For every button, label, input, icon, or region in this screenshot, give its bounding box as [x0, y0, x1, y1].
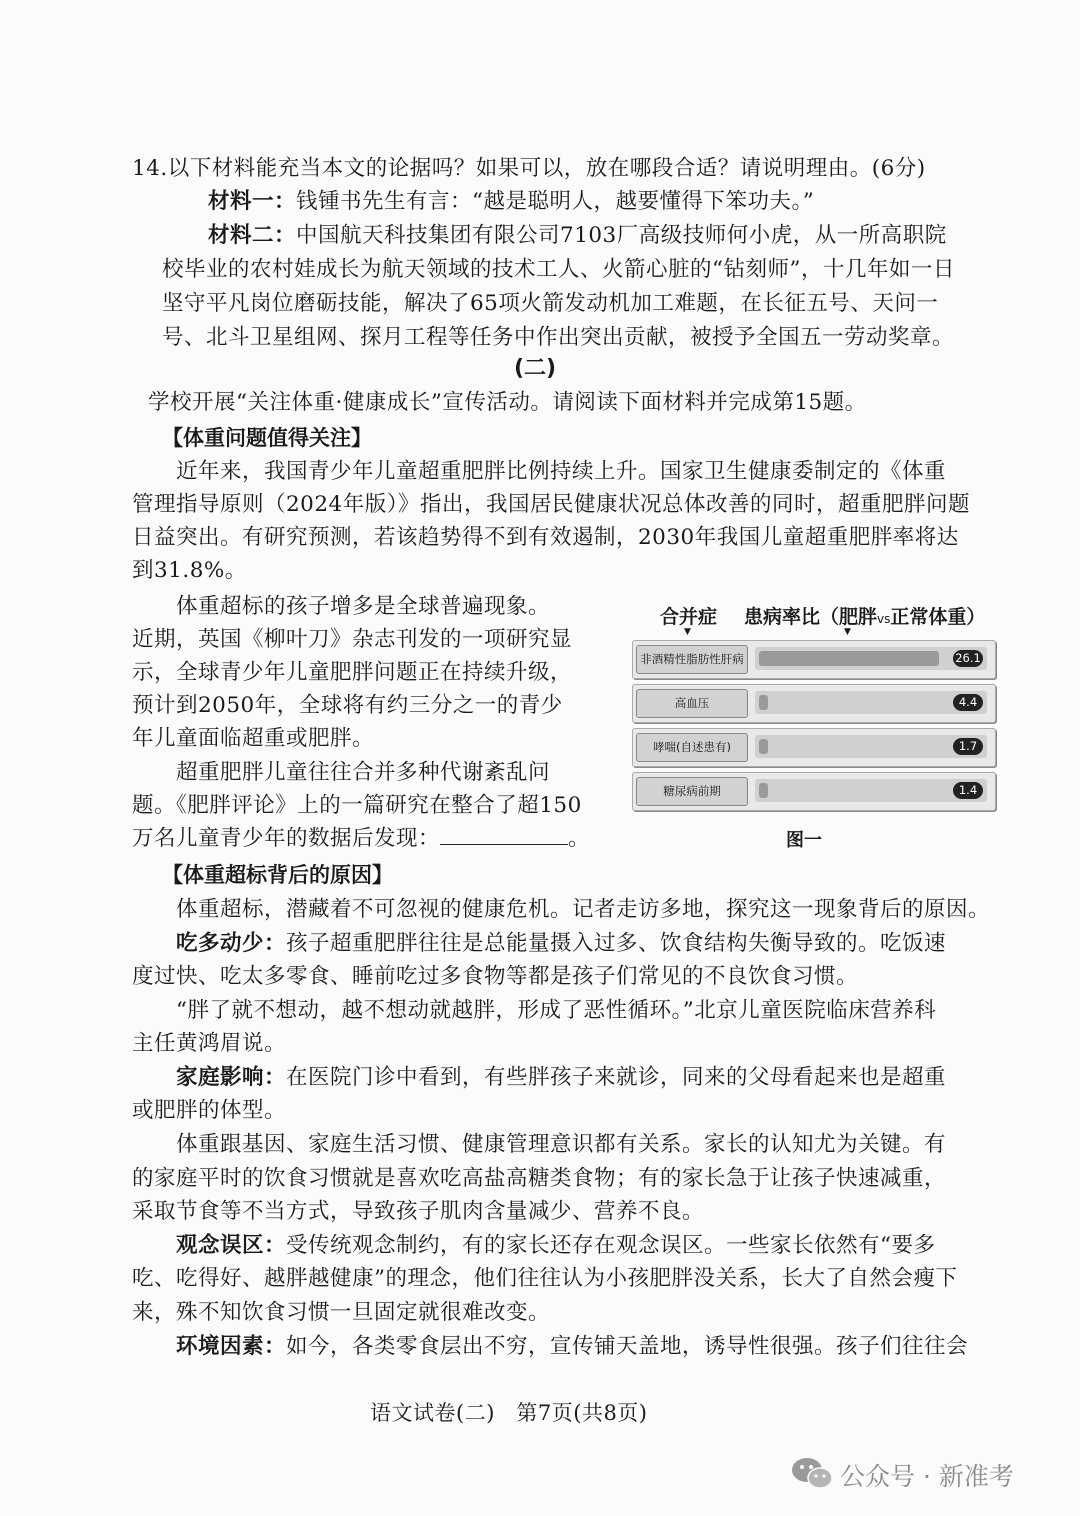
material-1 — [208, 187, 814, 217]
material-2-line1 — [208, 221, 947, 251]
para2-line2: 近期，英国《柳叶刀》杂志刊发的一项研究显 — [132, 627, 573, 652]
chart-bar-track — [755, 735, 987, 758]
chart-header-ratio-text2: 正常体重） — [890, 606, 986, 628]
causes-line — [176, 1231, 936, 1261]
chart-category-label: 非酒精性脂肪性肝病 — [636, 645, 748, 674]
para2-line5: 年儿童面临超重或肥胖。 — [132, 726, 375, 751]
cause-label: 家庭影响： — [176, 1065, 287, 1090]
para3-line2: 题。《肥胖评论》上的一篇研究在整合了超150 — [132, 793, 582, 818]
cause-text: 体重跟基因、家庭生活习惯、健康管理意识都有关系。家长的认知尤为关键。有 — [176, 1132, 947, 1157]
chart-bar — [759, 739, 768, 754]
para1-line3: 日益突出。有研究预测，若该趋势得不到有效遏制，2030年我国儿童超重肥胖率将达 — [132, 525, 959, 550]
cause-text: “胖了就不想动，越不想动就越胖，形成了恶性循环。”北京儿童医院临床营养科 — [176, 998, 937, 1023]
watermark — [790, 1453, 1060, 1493]
cause-text: 度过快、吃太多零食、睡前吃过多食物等都是孩子们常见的不良饮食习惯。 — [132, 964, 859, 989]
causes-line — [132, 962, 858, 992]
cause-text: 或肥胖的体型。 — [132, 1098, 287, 1123]
header-arrow-icon: ▼ — [684, 627, 691, 637]
cause-label: 观念误区： — [176, 1233, 287, 1258]
para2-line1: 体重超标的孩子增多是全球普遍现象。 — [176, 594, 551, 619]
cause-text: 如今，各类零食层出不穷，宣传铺天盖地，诱导性很强。孩子们往往会 — [286, 1334, 969, 1359]
chart-header-ratio — [744, 602, 985, 629]
heading-weight-concern: 【体重问题值得关注】 — [162, 426, 372, 450]
chart-row — [632, 684, 996, 723]
question-14-stem: 14.以下材料能充当本文的论据吗？如果可以，放在哪段合适？请说明理由。(6分) — [132, 156, 926, 181]
chart-value-label: 1.4 — [953, 782, 983, 799]
chart-value-label: 1.7 — [953, 738, 983, 755]
causes-line — [132, 1264, 958, 1294]
material-2-line3: 坚守平凡岗位磨砺技能，解决了65项火箭发动机加工难题，在长征五号、天问一 — [162, 291, 939, 316]
wechat-icon — [790, 1455, 834, 1491]
para3-line3-end: 。 — [568, 826, 591, 851]
comorbidity-chart — [626, 600, 996, 860]
watermark-text: 公众号 · 新准考 — [840, 1462, 1014, 1491]
para2-line3: 示，全球青少年儿童肥胖问题正在持续升级， — [132, 660, 573, 685]
chart-header-comorbidity: 合并症 — [660, 606, 718, 628]
causes-line — [132, 1029, 286, 1059]
causes-line — [132, 1164, 946, 1194]
causes-line — [176, 996, 936, 1026]
chart-row — [632, 640, 996, 679]
chart-category-label: 高血压 — [636, 689, 748, 718]
figure-caption: 图一 — [786, 830, 822, 851]
chart-value-label: 26.1 — [953, 650, 983, 667]
causes-line — [132, 1298, 550, 1328]
cause-text: 来，殊不知饮食习惯一旦固定就很难改变。 — [132, 1300, 551, 1325]
cause-text: 吃、吃得好、越胖越健康”的理念，他们往往认为小孩肥胖没关系，长大了自然会瘦下 — [132, 1266, 958, 1291]
header-arrow-icon: ▼ — [844, 627, 851, 637]
para1-line4: 到31.8%。 — [132, 558, 247, 583]
para1-line1: 近年来，我国青少年儿童超重肥胖比例持续上升。国家卫生健康委制定的《体重 — [176, 459, 947, 484]
material-2-text: 中国航天科技集团有限公司7103厂高级技师何小虎，从一所高职院 — [296, 223, 947, 248]
para3-line3 — [132, 824, 590, 854]
chart-category-label: 糖尿病前期 — [636, 777, 748, 806]
para3-line3-text: 万名儿童青少年的数据后发现： — [132, 826, 441, 851]
causes-line — [176, 895, 990, 925]
cause-label: 吃多动少： — [176, 931, 287, 956]
causes-line — [176, 1332, 968, 1362]
cause-text: 孩子超重肥胖往往是总能量摄入过多、饮食结构失衡导致的。吃饭速 — [286, 931, 947, 956]
cause-label: 环境因素： — [176, 1334, 287, 1359]
causes-line — [176, 929, 946, 959]
causes-line — [176, 1130, 946, 1160]
para2-line4: 预计到2050年，全球将有约三分之一的青少 — [132, 693, 563, 718]
chart-bar-track — [755, 691, 987, 714]
chart-row — [632, 772, 996, 811]
section-title: (二) — [514, 356, 557, 381]
cause-text: 受传统观念制约，有的家长还存在观念误区。一些家长依然有“要多 — [286, 1233, 936, 1258]
chart-value-label: 4.4 — [953, 694, 983, 711]
chart-bar-track — [755, 647, 987, 670]
cause-text: 在医院门诊中看到，有些胖孩子来就诊，同来的父母看起来也是超重 — [286, 1065, 947, 1090]
material-2-line2: 校毕业的农村娃成长为航天领域的技术工人、火箭心脏的“钻刻师”，十几年如一日 — [162, 257, 955, 282]
cause-text: 的家庭平时的饮食习惯就是喜欢吃高盐高糖类食物；有的家长急于让孩子快速减重， — [132, 1166, 947, 1191]
material-2-line4: 号、北斗卫星组网、探月工程等任务中作出突出贡献，被授予全国五一劳动奖章。 — [162, 325, 955, 350]
page-footer: 语文试卷(二) 第7页(共8页) — [370, 1401, 648, 1425]
chart-header-ratio-text: 患病率比（肥胖 — [744, 606, 878, 628]
causes-line — [176, 1063, 946, 1093]
cause-text: 采取节食等不当方式，导致孩子肌肉含量减少、营养不良。 — [132, 1199, 705, 1224]
chart-bar — [759, 651, 939, 666]
para1-line2: 管理指导原则（2024年版）》指出，我国居民健康状况总体改善的同时，超重肥胖问题 — [132, 492, 970, 517]
chart-row — [632, 728, 996, 767]
cause-text: 体重超标，潜藏着不可忽视的健康危机。记者走访多地，探究这一现象背后的原因。 — [176, 897, 991, 922]
material-1-label: 材料一： — [208, 189, 297, 214]
chart-header-vs: vs — [877, 612, 891, 626]
chart-bar — [759, 783, 768, 798]
para3-line1: 超重肥胖儿童往往合并多种代谢紊乱问 — [176, 760, 551, 785]
section-intro: 学校开展“关注体重·健康成长”宣传活动。请阅读下面材料并完成第15题。 — [148, 390, 867, 415]
answer-blank[interactable] — [440, 826, 568, 845]
material-1-text: 钱锺书先生有言：“越是聪明人，越要懂得下笨功夫。” — [296, 189, 815, 214]
heading-weight-causes: 【体重超标背后的原因】 — [162, 863, 393, 887]
causes-line — [132, 1096, 286, 1126]
cause-text: 主任黄鸿眉说。 — [132, 1031, 287, 1056]
causes-line — [132, 1197, 704, 1227]
chart-bar — [759, 695, 768, 710]
chart-bar-track — [755, 779, 987, 802]
chart-category-label: 哮喘(自述患有) — [636, 733, 748, 762]
material-2-label: 材料二： — [208, 223, 297, 248]
